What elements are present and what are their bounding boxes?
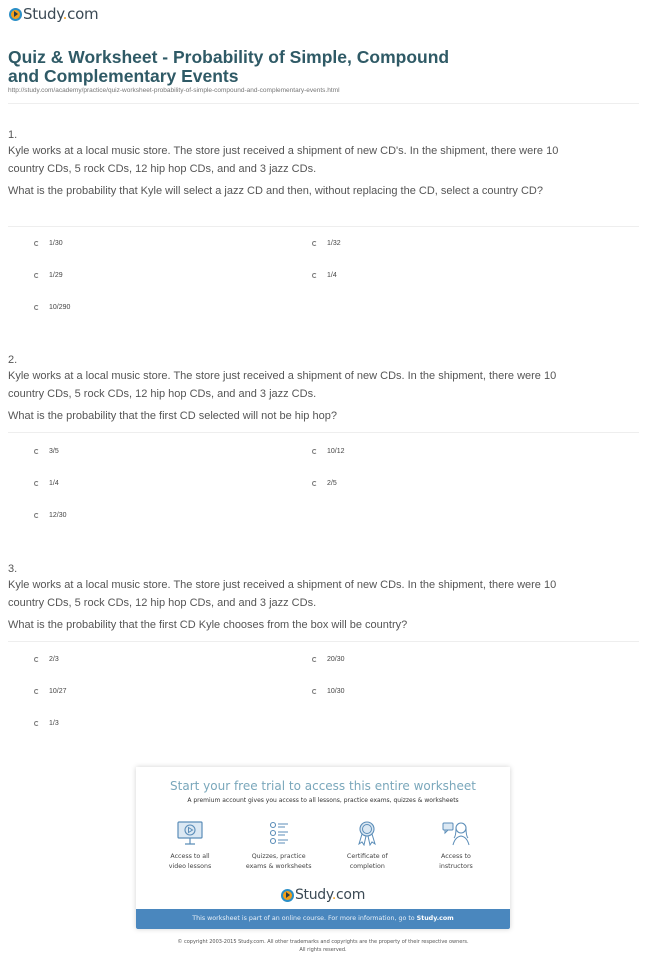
certificate-ribbon-icon: [352, 820, 382, 846]
radio-button[interactable]: [312, 689, 317, 694]
answer-option[interactable]: 10/27: [34, 688, 67, 695]
answer-option[interactable]: 1/29: [34, 272, 63, 279]
answer-option[interactable]: 2/5: [312, 480, 337, 487]
video-monitor-icon: [175, 820, 205, 846]
answer-option[interactable]: 12/30: [34, 512, 67, 519]
answer-option[interactable]: 2/3: [34, 656, 59, 663]
studycom-logo[interactable]: Study.com: [9, 5, 98, 23]
question-stem: Kyle works at a local music store. The store just received a shipment of new CDs. In the shipment, there were 10 country CDs, 5 rock CDs, 12 hip hop CDs, and and 3 jazz CDs.: [8, 579, 557, 609]
question-2: [8, 353, 568, 425]
page-title: Quiz & Worksheet - Probability of Simple, Compound and Complementary Events: [8, 47, 450, 86]
radio-button[interactable]: [34, 513, 39, 518]
studycom-link[interactable]: Study.com: [416, 915, 454, 922]
course-info-bar: This worksheet is part of an online course. For more information, go to Study.com: [136, 909, 510, 929]
radio-button[interactable]: [34, 689, 39, 694]
radio-button[interactable]: [34, 449, 39, 454]
instructor-chat-icon: [441, 820, 471, 846]
radio-button[interactable]: [34, 241, 39, 246]
divider: [8, 226, 639, 227]
answer-option[interactable]: 1/32: [312, 240, 341, 247]
divider: [8, 641, 639, 642]
radio-button[interactable]: [312, 241, 317, 246]
feature-certificate: Certificate of completion: [327, 820, 407, 872]
page-url[interactable]: http://study.com/academy/practice/quiz-worksheet-probability-of-simple-compound-and-complementary-events.html: [8, 87, 340, 94]
question-number: 2.: [8, 354, 18, 366]
radio-button[interactable]: [312, 657, 317, 662]
play-logo-icon: [281, 889, 294, 902]
radio-button[interactable]: [34, 721, 39, 726]
answer-option[interactable]: 3/5: [34, 448, 59, 455]
answer-option[interactable]: 10/12: [312, 448, 345, 455]
promo-headline: Start your free trial to access this entire worksheet: [170, 779, 476, 793]
promo-studycom-logo[interactable]: Study.com: [136, 887, 510, 903]
radio-button[interactable]: [34, 657, 39, 662]
radio-button[interactable]: [34, 481, 39, 486]
question-stem: Kyle works at a local music store. The store just received a shipment of new CD's. In the shipment, there were 10 country CDs, 5 rock CDs, 12 hip hop CDs, and and 3 jazz CDs.: [8, 145, 559, 175]
checklist-icon: [264, 820, 294, 846]
answer-option[interactable]: 1/4: [312, 272, 337, 279]
answer-option[interactable]: 10/30: [312, 688, 345, 695]
radio-button[interactable]: [34, 305, 39, 310]
free-trial-promo[interactable]: [136, 767, 510, 929]
feature-video-lessons: Access to all video lessons: [150, 820, 230, 872]
feature-list: [150, 820, 496, 872]
answer-option[interactable]: 20/30: [312, 656, 345, 663]
answer-option[interactable]: 1/3: [34, 720, 59, 727]
question-prompt: What is the probability that Kyle will select a jazz CD and then, without replacing the CD, select a country CD?: [8, 185, 543, 197]
divider: [8, 103, 639, 104]
divider: [8, 432, 639, 433]
play-logo-icon: [9, 8, 22, 21]
question-3: [8, 562, 568, 634]
answer-option[interactable]: 1/4: [34, 480, 59, 487]
copyright-notice: © copyright 2003-2015 Study.com. All other trademarks and copyrights are the property of their respective owners. All rights reserved.: [177, 939, 469, 953]
promo-subhead: A premium account gives you access to all lessons, practice exams, quizzes & worksheets: [187, 797, 459, 804]
feature-instructors: Access to instructors: [416, 820, 496, 872]
radio-button[interactable]: [312, 273, 317, 278]
feature-quizzes: Quizzes, practice exams & worksheets: [239, 820, 319, 872]
question-1: [8, 128, 568, 200]
answer-option[interactable]: 10/290: [34, 304, 70, 311]
question-prompt: What is the probability that the first CD Kyle chooses from the box will be country?: [8, 619, 408, 631]
answer-option[interactable]: 1/30: [34, 240, 63, 247]
question-stem: Kyle works at a local music store. The store just received a shipment of new CDs. In the shipment, there were 10 country CDs, 5 rock CDs, 12 hip hop CDs, and and 3 jazz CDs.: [8, 370, 557, 400]
radio-button[interactable]: [34, 273, 39, 278]
question-number: 3.: [8, 563, 18, 575]
radio-button[interactable]: [312, 481, 317, 486]
question-prompt: What is the probability that the first CD selected will not be hip hop?: [8, 410, 337, 422]
question-number: 1.: [8, 129, 18, 141]
radio-button[interactable]: [312, 449, 317, 454]
